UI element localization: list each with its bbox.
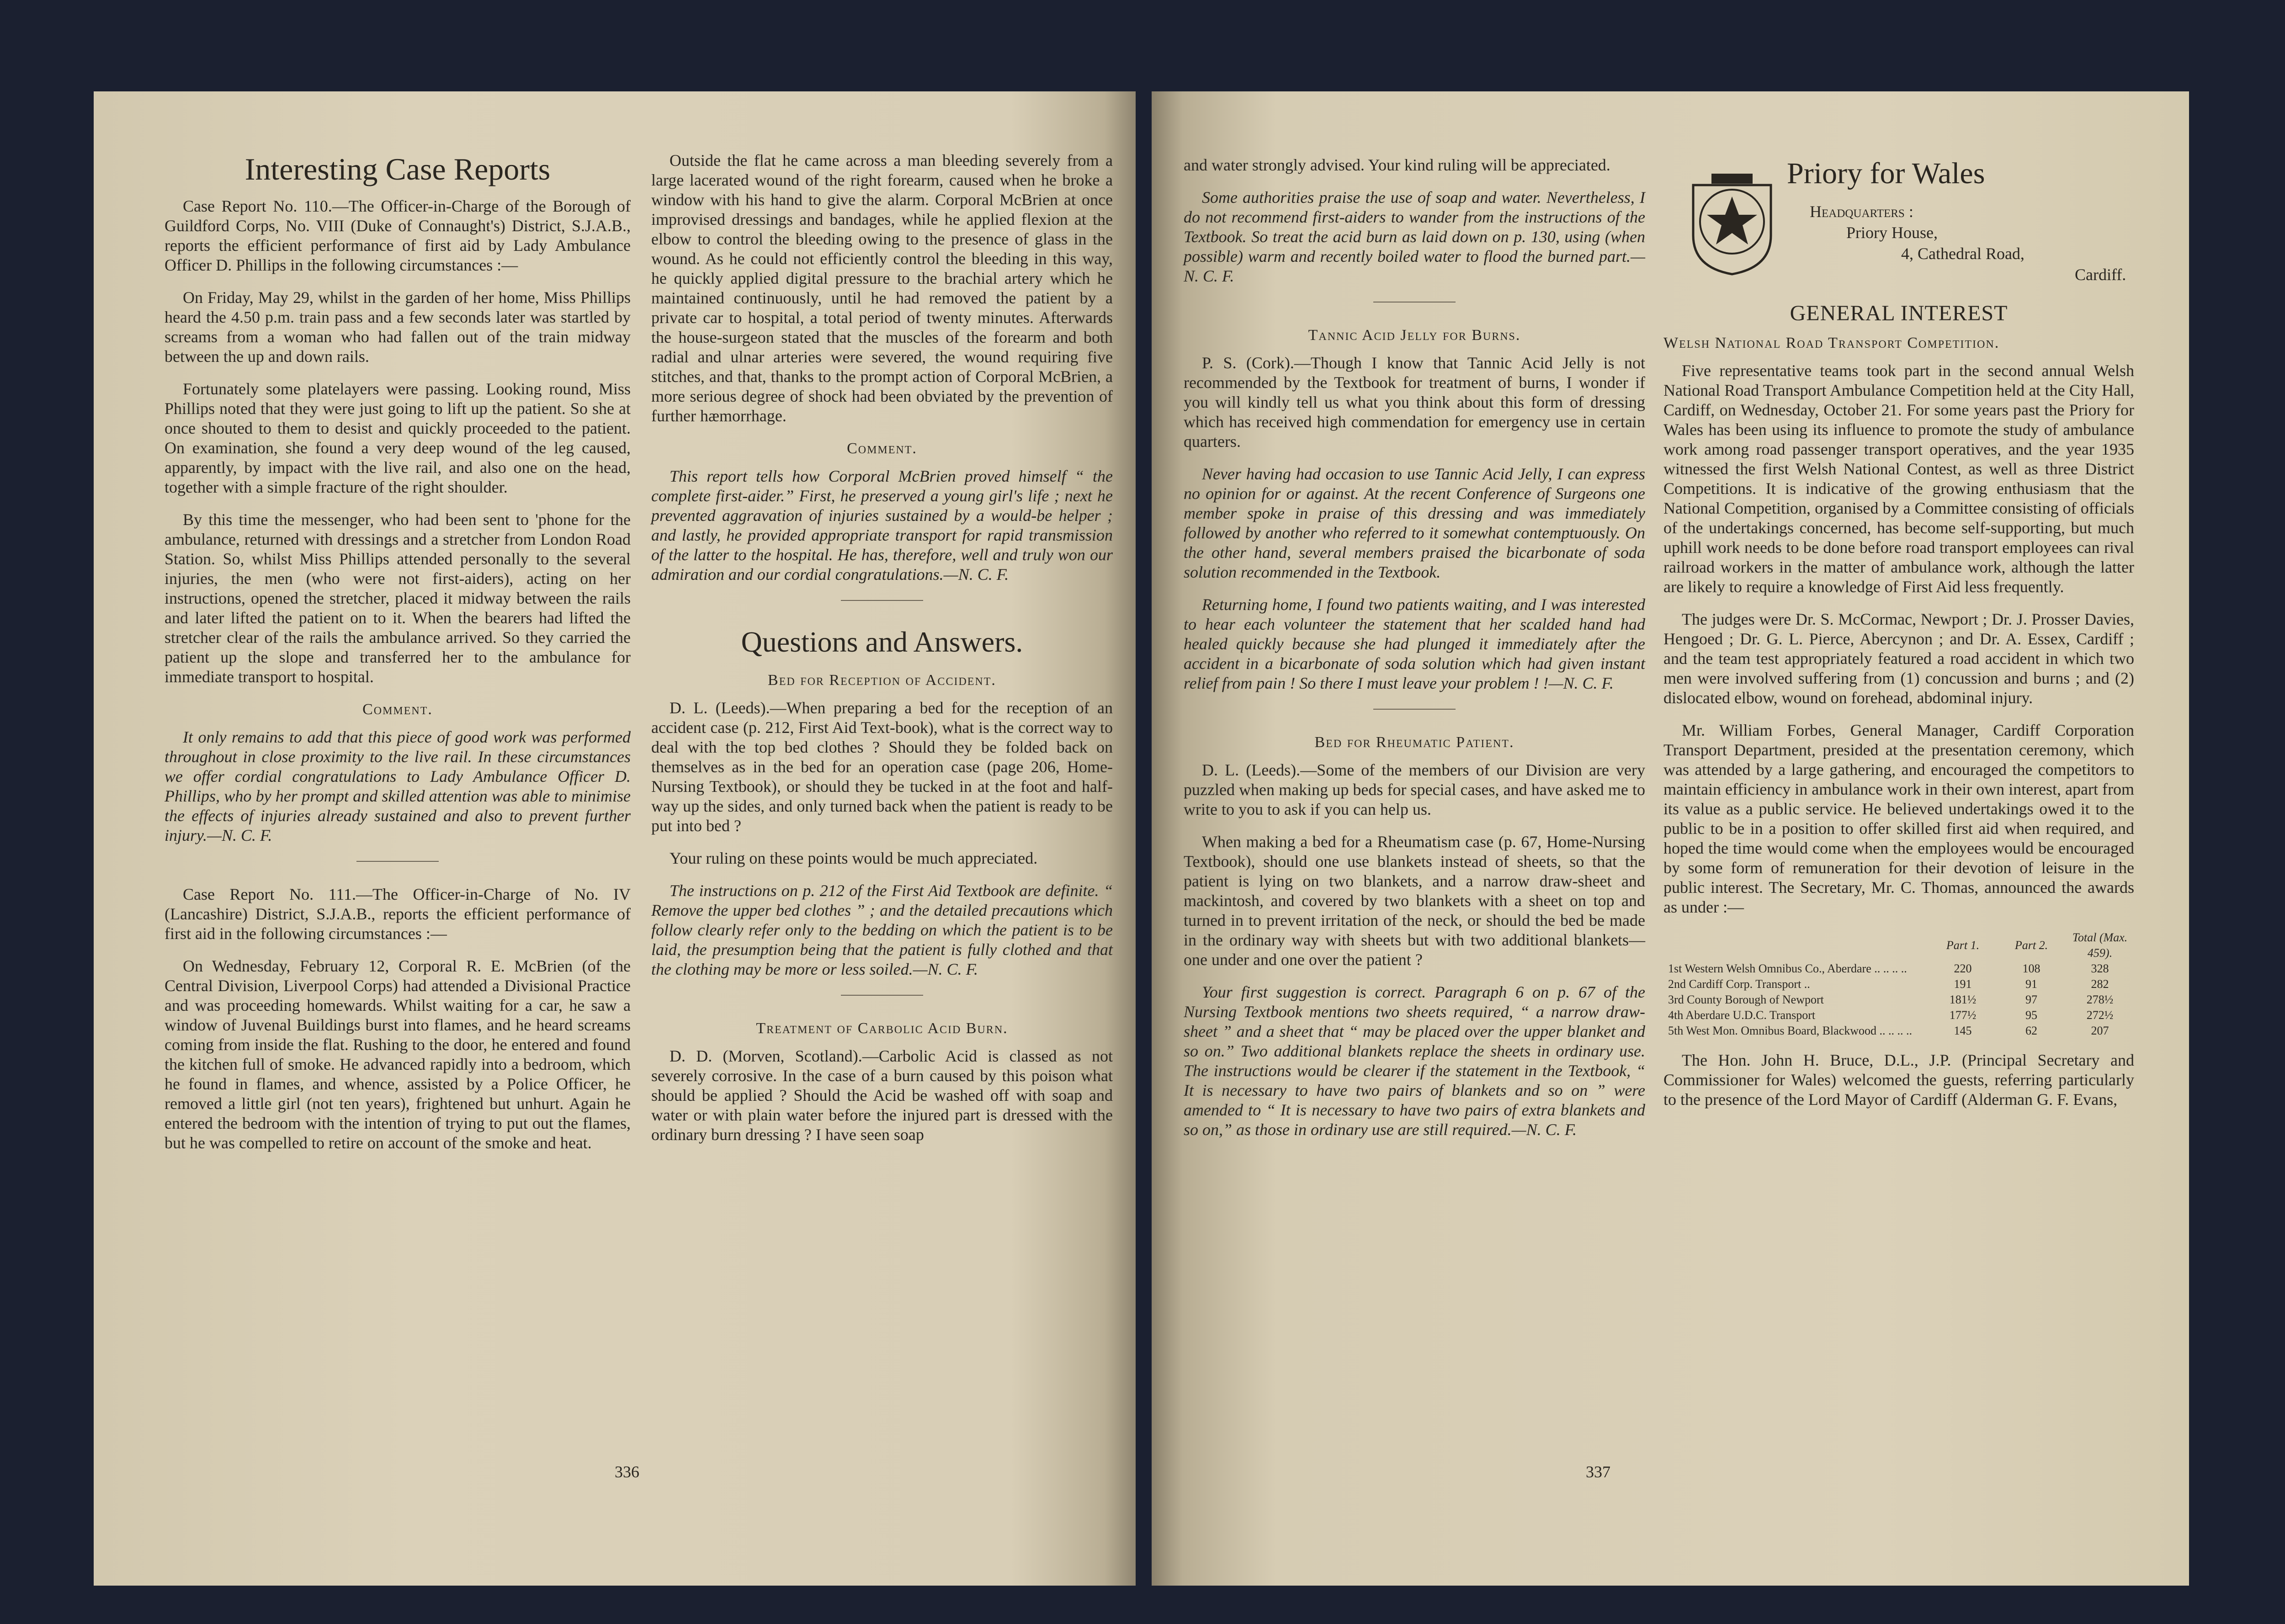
priory-column — [1663, 142, 2134, 1122]
case-110-para-4: By this time the messenger, who had been sent to 'phone for the ambulance, returned with dressings and a stretcher from London Road Station. So, whilst Miss Phillips attended personally to the several injuries, the men (who were not first-aiders), acting on her instructions, opened the stretcher, placed it midway between the rails and later lifted the patient on to it. When the bearers had lifted the stretcher clear of the rails the ambulance arrived. So they carried the patient up the slope and transferred her to the ambulance for immediate transport to hospital. — [165, 510, 631, 686]
rheumatic-question-2: When making a bed for a Rheumatism case (p. 67, Home-Nursing Textbook), should one use blankets instead of sheets, so that the patient is lying on two blankets, and a narrow draw-sheet and mackintosh, and covered by two blankets with a sheet on top and turned in to prevent irritation of the neck, or should the bed be made in the ordinary way with sheets but with two additional blankets—one under and one over the patient ? — [1184, 833, 1645, 969]
case-110-para-3: Fortunately some platelayers were passing. Looking round, Miss Phillips noted that they were just going to lift up the patient. So she at once shouted to them to desist and quickly proceeded to the patient. On examination, she found a very deep wound of the leg caused, apparently, by impact with the live rail, and also one on the head, together with a simple fracture of the right shoulder. — [165, 380, 631, 496]
case-110-comment: It only remains to add that this piece of good work was performed throughout in close proximity to the live rail. In these circumstances we offer cordial congratulations to Lady Ambulance Officer D. Phillips, who by her prompt and skilled attention was able to minimise the effects of injuries already sustained and also to prevent further injury.—N. C. F. — [165, 728, 631, 844]
bed-reception-question: D. L. (Leeds).—When preparing a bed for the reception of an accident case (p. 212, First Aid Text-book), what is the correct way to deal with the top bed clothes ? Should they be folded back on themselves as in the bed for an operation case (page 206, Home-Nursing Textbook), or should they be tucked in at the foot and half-way up the sides, and only turned back when the patient is ready to be put into bed ? — [651, 699, 1113, 835]
divider — [1373, 709, 1456, 710]
case-reports-column — [165, 151, 631, 1166]
divider — [841, 600, 923, 601]
divider — [841, 995, 923, 996]
case-110-para-2: On Friday, May 29, whilst in the garden of her home, Miss Phillips heard the 4.50 p.m. train pass and a few seconds later was startled by screams from a woman who had fallen out of the train midway between the up and down rails. — [165, 288, 631, 366]
right-first-column — [1184, 155, 1645, 1152]
general-interest-heading: GENERAL INTEREST — [1790, 301, 2008, 325]
awards-header-team — [1663, 930, 1929, 961]
carbolic-question-cont: and water strongly advised. Your kind ruling will be appreciated. — [1184, 156, 1610, 174]
carbolic-answer: Some authorities praise the use of soap and water. Nevertheless, I do not recommend first-aiders to wander from the instructions of the Textbook. So treat the acid burn as laid down on p. 130, using (when possible) warm and recently boiled water to flood the burned part.—N. C. F. — [1184, 188, 1645, 285]
carbolic-question: D. D. (Morven, Scotland).—Carbolic Acid is classed as not severely corrosive. In the case of a burn caused by this poison what should be applied ? Should the Acid be washed off with soap and water or with plain water before the injured part is dressed with the ordinary burn dressing ? I have seen soap — [651, 1047, 1113, 1144]
tannic-question: P. S. (Cork).—Though I know that Tannic Acid Jelly is not recommended by the Textbook for treatment of burns, I wonder if you will kindly tell us what you think about this form of dressing which has received high commendation for emergency use in certain quarters. — [1184, 354, 1645, 451]
address-line-2: 4, Cathedral Road, — [1901, 244, 2025, 263]
rheumatic-heading: Bed for Rheumatic Patient. — [1314, 734, 1514, 751]
case-110-comment-label: Comment. — [362, 701, 433, 718]
carbolic-heading: Treatment of Carbolic Acid Burn. — [756, 1020, 1008, 1037]
tannic-heading: Tannic Acid Jelly for Burns. — [1308, 327, 1521, 344]
case-reports-title: Interesting Case Reports — [244, 152, 551, 186]
awards-header-total: Total (Max. 459). — [2072, 931, 2128, 960]
tannic-answer-2: Returning home, I found two patients waiting, and I was interested to hear each volunteer the statement that her scalded hand had healed quickly because she had plunged it immediately after the accident in a bicarbonate of soda solution which had given instant relief from pain ! So there I must leave your problem ! !—N. C. F. — [1184, 595, 1645, 692]
competition-heading: Welsh National Road Transport Competition. — [1663, 334, 2000, 351]
priory-crest-icon — [1684, 171, 1780, 276]
case-111-comment-label: Comment. — [847, 440, 917, 457]
closing-para: The Hon. John H. Bruce, D.L., J.P. (Principal Secretary and Commissioner for Wales) welcomed the guests, referring particularly to the presence of the Lord Mayor of Cardiff (Alderman G. F. Evans, — [1663, 1051, 2134, 1109]
table-row: 1st Western Welsh Omnibus Co., Aberdare .. .. .. .. 220 108 328 — [1668, 962, 2109, 975]
table-row: 3rd County Borough of Newport 181½ 97 278½ — [1668, 993, 2114, 1006]
address-line-1: Priory House, — [1846, 223, 1938, 242]
bed-reception-question-2: Your ruling on these points would be much appreciated. — [670, 849, 1038, 867]
case-111-para-2: On Wednesday, February 12, Corporal R. E. McBrien (of the Central Division, Liverpool Corps) had attended a Divisional Practice and was proceeding homewards. Whilst waiting for a car, he saw a window of Juvenal Buildings burst into flames, and he heard screams coming from inside the flat. Rushing to the door, he entered and found the kitchen full of smoke. He advanced rapidly into a bedroom, which he found in flames, and whence, assisted by a Police Officer, he removed a little girl (not ten years), frightened but unhurt. Again he entered the bedroom with the intention of trying to put out the flames, but he was compelled to retire on account of the smoke and heat. — [165, 957, 631, 1152]
case-111-para-3: Outside the flat he came across a man bleeding severely from a large lacerated wound of the right forearm, caused when he broke a window with his hand to give the alarm. Corporal McBrien at once improvised dressings and bandages, while he applied flexion at the elbow to control the bleeding owing to the presence of glass in the wound. As he could not efficiently control the bleeding in this way, he quickly applied digital pressure to the brachial artery which he maintained continuously, until he had removed the patient by a private car to hospital, a total period of twenty minutes. Afterwards the house-surgeon stated that the muscles of the forearm and both radial and ulnar arteries were severed, the wound requiring five stitches, and that, thanks to the prompt action of Corporal McBrien, a more serious degree of shock had been obviated by the prevention of further hæmorrhage. — [651, 151, 1113, 425]
table-row: 2nd Cardiff Corp. Transport .. 191 91 282 — [1668, 977, 2109, 991]
left-second-column — [651, 151, 1113, 1157]
address-line-3: Cardiff. — [2075, 265, 2126, 284]
right-page — [1152, 91, 2189, 1586]
awards-header-part2: Part 2. — [2014, 939, 2048, 952]
table-row: 4th Aberdare U.D.C. Transport 177½ 95 272½ — [1668, 1008, 2114, 1022]
page-number-left: 336 — [615, 1463, 639, 1481]
tannic-answer-1: Never having had occasion to use Tannic Acid Jelly, I can express no opinion for or against. At the recent Conference of Surgeons one member spoke in praise of this dressing and was immediately followed by another who referred to it somewhat contemptuously. On the other hand, several members praised the bicarbonate of soda solution recommended in the Textbook. — [1184, 465, 1645, 581]
table-row: 5th West Mon. Omnibus Board, Blackwood .. .. .. .. 145 62 207 — [1668, 1024, 2109, 1037]
divider — [356, 861, 439, 862]
case-111-para-1: Case Report No. 111.—The Officer-in-Charge of No. IV (Lancashire) District, S.J.A.B., reports the efficient performance of first aid in the following circumstances :— — [165, 885, 631, 943]
competition-para-3: Mr. William Forbes, General Manager, Cardiff Corporation Transport Department, presided at the presentation ceremony, which was attended by a large gathering, and encouraged the competitors to maintain efficiency in ambulance work in their own interest, apart from its value as a public service. He believed undertakings owed it to the public to be in a position to offer skilled first aid when required, and hoped the time would come when the employees would be encouraged by some form of remuneration for their devotion of leisure in the public interest. The Secretary, Mr. C. Thomas, announced the awards as under :— — [1663, 721, 2134, 916]
headquarters-label: Headquarters : — [1810, 202, 1913, 221]
bed-reception-answer: The instructions on p. 212 of the First Aid Textbook are definite. “ Remove the upper bed clothes ” ; and the detailed precautions which follow clearly refer only to the bedding on which the patient is to be laid, the presumption being that the patient is fully clothed and that the clothing may be more or less soiled.—N. C. F. — [651, 881, 1113, 978]
rheumatic-answer: Your first suggestion is correct. Paragraph 6 on p. 67 of the Nursing Textbook mentions two sheets required, “ a narrow draw-sheet ” and a sheet that “ may be placed over the upper blanket and so on.” Two additional blankets replace the sheets in ordinary use. The instructions would be clearer if the statement in the Textbook, “ It is necessary to have two pairs of blankets and so on ” were amended to “ It is necessary to have two pairs of extra blankets and so on,” as those in ordinary use are still required.—N. C. F. — [1184, 983, 1645, 1139]
rheumatic-question-1: D. L. (Leeds).—Some of the members of our Division are very puzzled when making up beds for special cases, and have asked me to write to you to ask if you can help us. — [1184, 761, 1645, 818]
awards-table — [1663, 930, 2134, 1039]
left-page — [94, 91, 1136, 1586]
case-110-para-1: Case Report No. 110.—The Officer-in-Charge of the Borough of Guildford Corps, No. VIII (Duke of Connaught's) District, S.J.A.B., reports the efficient performance of first aid by Lady Ambulance Officer D. Phillips in the following circumstances :— — [165, 197, 631, 274]
case-111-comment: This report tells how Corporal McBrien proved himself “ the complete first-aider.” First, he preserved a young girl's life ; next he prevented aggravation of injuries sustained by a would-be helper ; and lastly, he provided appropriate transport for rapid transmission of the latter to the hospital. He has, therefore, well and truly won our admiration and our cordial congratulations.—N. C. F. — [651, 467, 1113, 584]
competition-para-2: The judges were Dr. S. McCormac, Newport ; Dr. J. Prosser Davies, Hengoed ; Dr. G. L. Pierce, Abercynon ; and Dr. A. Essex, Cardiff ; and the team test appropriately featured a road accident in which two men were involved suffering from (1) concussion and burns ; and (2) dislocated elbow, wound on forehead, abdominal injury. — [1663, 610, 2134, 707]
divider — [1373, 302, 1456, 303]
awards-header-part1: Part 1. — [1946, 939, 1980, 952]
priory-title: Priory for Wales — [1787, 157, 1985, 190]
competition-para-1: Five representative teams took part in the second annual Welsh National Road Transport Ambulance Competition held at the City Hall, Cardiff, on Wednesday, October 21. For some years past the Priory for Wales has been using its influence to promote the study of ambulance work among road passenger transport operatives, and the year 1935 witnessed the first Welsh National Contest, as well as three District Competitions. It is indicative of the growing enthusiasm that the National Competition, organised by a Committee consisting of officials of the undertakings concerned, has become self-supporting, but much uphill work needs to be done before road transport employees can rival railroad workers in the matter of ambulance work, although the latter are likely to require a knowledge of First Aid less frequently. — [1663, 361, 2134, 596]
awards-header-row — [1663, 930, 2134, 961]
page-number-right: 337 — [1586, 1463, 1610, 1481]
headquarters-block — [1810, 201, 2134, 285]
qa-title: Questions and Answers. — [741, 626, 1023, 658]
bed-reception-heading: Bed for Reception of Accident. — [768, 672, 996, 689]
